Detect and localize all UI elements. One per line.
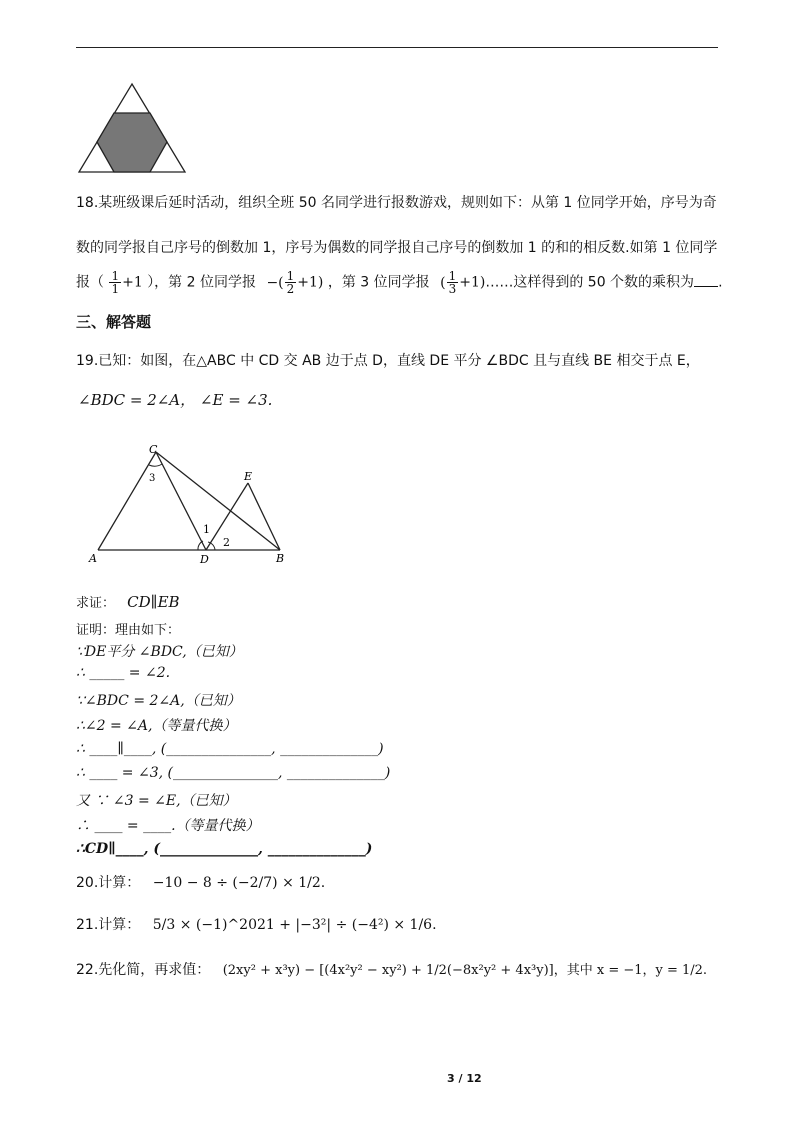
frac-1-3: $\frac{1}{3}$: [448, 269, 457, 296]
section-title: 三、解答题: [76, 313, 152, 331]
triangle-diagram: [86, 440, 292, 568]
label-3: 3: [149, 473, 156, 484]
label-e: E: [244, 470, 253, 483]
q19-line2: ∠BDC = 2∠A， ∠E = ∠3.: [78, 391, 273, 409]
proof-step-4: ∴∠2 = ∠A,（等量代换）: [76, 718, 237, 734]
q22-label: 22.先化简，再求值：: [76, 962, 211, 978]
q18-line3: [76, 270, 723, 295]
q18-line3-e: .: [718, 274, 723, 291]
prove-line: [76, 592, 180, 611]
q21-expr: 5/3 × (−1)^2021 + |−3²| ÷ (−4²) × 1/6.: [152, 917, 437, 933]
neg-paren-open: −(: [266, 274, 284, 291]
q22: [76, 959, 707, 979]
q20: [76, 872, 325, 892]
proof-step-8[interactable]: ∴ ____ = ____.（等量代换）: [76, 818, 260, 834]
proof-step-3: ∵∠BDC = 2∠A,（已知）: [76, 693, 241, 709]
plus-one-c: +1): [459, 274, 486, 291]
q20-expr: −10 − 8 ÷ (−2/7) × 1/2.: [152, 875, 326, 891]
q18-line2: 数的同学报自己序号的倒数加 1，序号为偶数的同学报自己序号的倒数加 1 的和的相反数.如第 1 位同学: [76, 240, 718, 256]
prove-label: 求证：: [76, 596, 116, 611]
q18-answer-blank[interactable]: [694, 274, 718, 287]
frac-1-2: $\frac{1}{2}$: [286, 269, 295, 296]
proof-step-7: 又 ∵ ∠3 = ∠E,（已知）: [76, 793, 237, 809]
q18-line3-c: ，第 3 位同学报: [327, 274, 430, 291]
proof-step-6[interactable]: ∴ ____ = ∠3, (_______________, ______________): [76, 765, 391, 781]
q21: [76, 914, 437, 934]
label-2: 2: [223, 536, 230, 549]
q21-label: 21.计算：: [76, 917, 141, 933]
q22-expr: (2xy² + x³y) − [(4x²y² − xy²) + 1/2(−8x²y² + 4x³y)]，其中 x = −1，y = 1/2.: [222, 963, 708, 978]
q18-line1: 18.某班级课后延时活动，组织全班 50 名同学进行报数游戏，规则如下：从第 1 位同学开始，序号为奇: [76, 195, 717, 211]
q18-line3-d: ……这样得到的 50 个数的乘积为: [485, 274, 695, 291]
label-1: 1: [203, 523, 210, 536]
label-a: A: [89, 552, 97, 565]
proof-intro: 证明：理由如下：: [76, 623, 181, 638]
proof-step-1: ∵DE平分 ∠BDC,（已知）: [76, 644, 243, 660]
plus-one-b: +1): [297, 274, 324, 291]
page-number: 3 / 12: [447, 1072, 482, 1085]
label-d: D: [200, 553, 209, 566]
q18-line3-a: 报（: [76, 274, 104, 291]
proof-step-5[interactable]: ∴ ____∥____, (_______________, ______________): [76, 741, 384, 757]
proof-step-2: ∴ _____ = ∠2.: [76, 665, 171, 681]
paren-open-3: (: [440, 274, 446, 291]
label-c: C: [149, 443, 158, 456]
label-b: B: [276, 552, 285, 565]
frac-1-1: $\frac{1}{1}$: [111, 269, 120, 296]
q20-label: 20.计算：: [76, 875, 141, 891]
hexagon-triangle-figure: [76, 82, 188, 174]
plus-one-a: +1: [122, 274, 143, 291]
q18-line3-b: ），第 2 位同学报: [147, 274, 256, 291]
header-rule: [76, 47, 718, 48]
proof-step-9[interactable]: ∴CD∥____, (______________, ______________): [76, 841, 373, 857]
q19-line1: 19.已知：如图，在△ABC 中 CD 交 AB 边于点 D，直线 DE 平分 ∠BDC 且与直线 BE 相交于点 E，: [76, 353, 700, 369]
prove-statement: CD∥EB: [127, 593, 180, 611]
